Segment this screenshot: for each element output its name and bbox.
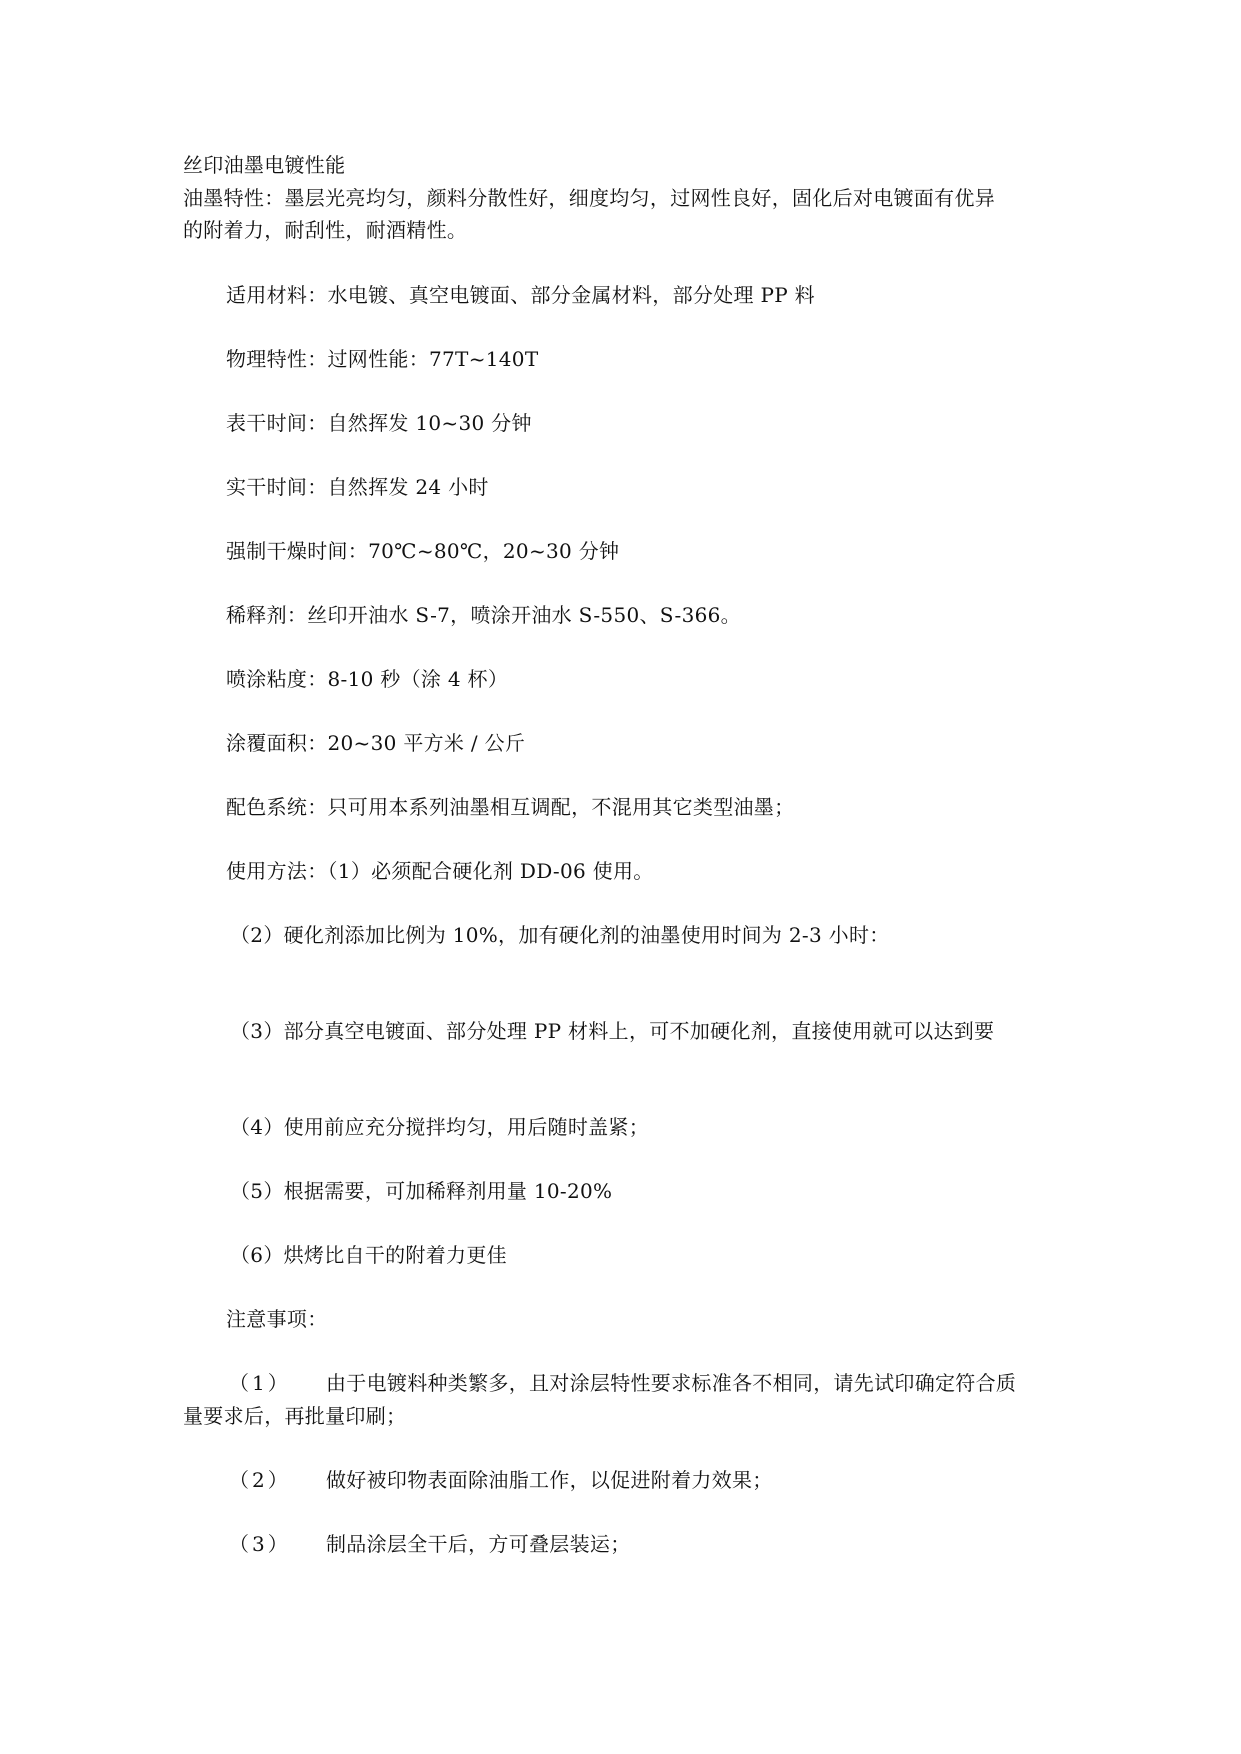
usage-step-6: （6）烘烤比自干的附着力更佳 (230, 1243, 507, 1267)
note-1-text: 由于电镀料种类繁多，且对涂层特性要求标准各不相同，请先试印确定符合质 (326, 1371, 1017, 1395)
usage-step-5: （5）根据需要，可加稀释剂用量 10-20% (230, 1179, 613, 1203)
usage-step-3: （3）部分真空电镀面、部分处理 PP 材料上，可不加硬化剂，直接使用就可以达到要 (230, 1019, 995, 1043)
note-3-marker: （3） (229, 1532, 291, 1556)
usage-step-2: （2）硬化剂添加比例为 10%，加有硬化剂的油墨使用时间为 2-3 小时： (230, 923, 890, 947)
spec-physical-properties: 物理特性：过网性能：77T~140T (226, 347, 539, 371)
note-3-text: 制品涂层全干后，方可叠层装运； (326, 1532, 631, 1556)
spec-spray-viscosity: 喷涂粘度：8-10 秒（涂 4 杯） (226, 667, 509, 691)
usage-step-4: （4）使用前应充分搅拌均匀，用后随时盖紧； (230, 1115, 650, 1139)
note-2-marker: （2） (229, 1468, 291, 1492)
document-title: 丝印油墨电镀性能 (183, 153, 346, 177)
note-1-marker: （1） (229, 1371, 291, 1395)
spec-usage-method: 使用方法：（1）必须配合硬化剂 DD-06 使用。 (226, 859, 654, 883)
spec-color-system: 配色系统：只可用本系列油墨相互调配，不混用其它类型油墨； (226, 795, 795, 819)
spec-coverage-area: 涂覆面积：20~30 平方米 / 公斤 (226, 731, 526, 755)
ink-features-line-2: 的附着力，耐刮性，耐酒精性。 (183, 218, 468, 242)
spec-surface-dry-time: 表干时间：自然挥发 10~30 分钟 (226, 411, 532, 435)
note-2-text: 做好被印物表面除油脂工作，以促进附着力效果； (326, 1468, 773, 1492)
spec-hard-dry-time: 实干时间：自然挥发 24 小时 (226, 475, 489, 499)
spec-thinner: 稀释剂：丝印开油水 S-7，喷涂开油水 S-550、S-366。 (226, 603, 741, 627)
spec-applicable-materials: 适用材料：水电镀、真空电镀面、部分金属材料，部分处理 PP 料 (226, 283, 815, 307)
ink-features-line-1: 油墨特性：墨层光亮均匀，颜料分散性好，细度均匀，过网性良好，固化后对电镀面有优异 (183, 186, 995, 210)
notes-heading: 注意事项： (226, 1307, 328, 1331)
note-1-continuation: 量要求后，再批量印刷； (183, 1404, 407, 1428)
spec-forced-dry-time: 强制干燥时间：70℃~80℃，20~30 分钟 (226, 539, 620, 563)
